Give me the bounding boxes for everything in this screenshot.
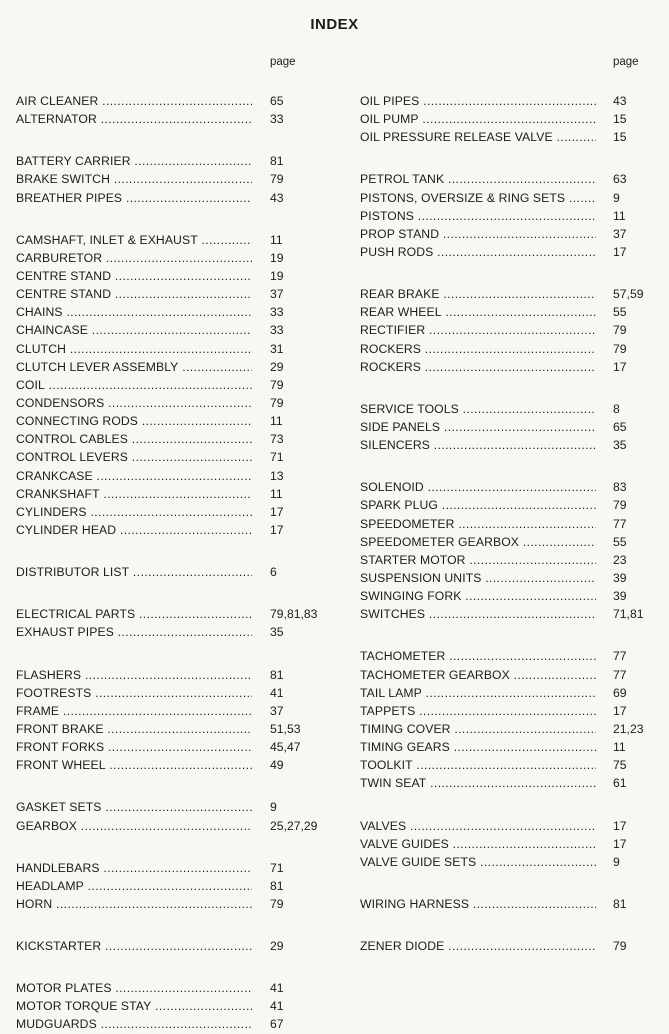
- index-entry: [16, 152, 336, 170]
- index-entry: [360, 225, 660, 243]
- entry-page: 77: [613, 649, 627, 664]
- entry-page: 9: [270, 800, 277, 815]
- entry-name: RECTIFIER .....: [360, 321, 596, 339]
- index-entry: [16, 430, 336, 448]
- entry-page: 31: [270, 341, 284, 356]
- group-gap: [16, 581, 336, 605]
- entry-page: 61: [613, 776, 627, 791]
- group-gap: [360, 376, 660, 400]
- entry-name: WIRING HARNESS .....: [360, 895, 596, 913]
- index-entry: [16, 92, 336, 110]
- entry-page: 43: [270, 190, 284, 205]
- index-list-left: [16, 74, 336, 1034]
- entry-name: FRONT BRAKE .....: [16, 720, 252, 738]
- entry-name: VALVES .....: [360, 817, 596, 835]
- index-entry: [16, 521, 336, 539]
- index-entry: [360, 515, 660, 533]
- entry-page: 8: [613, 401, 620, 416]
- entry-name: TOOLKIT .....: [360, 756, 596, 774]
- index-entry: [16, 720, 336, 738]
- entry-name: OIL PRESSURE RELEASE VALVE .....: [360, 128, 596, 146]
- entry-name: SPEEDOMETER GEARBOX .....: [360, 533, 596, 551]
- group-gap: [360, 913, 660, 937]
- index-entry: [16, 979, 336, 997]
- entry-name: CRANKCASE .....: [16, 467, 252, 485]
- index-entry: [360, 817, 660, 835]
- entry-page: 17: [613, 703, 627, 718]
- entry-name: PISTONS .....: [360, 207, 596, 225]
- index-entry: [16, 563, 336, 581]
- entry-page: 29: [270, 359, 284, 374]
- entry-page: 79: [613, 323, 627, 338]
- entry-name: REAR WHEEL .....: [360, 303, 596, 321]
- entry-name: VALVE GUIDE SETS .....: [360, 853, 596, 871]
- index-entry: [360, 895, 660, 913]
- entry-page: 51,53: [270, 721, 301, 736]
- group-gap: [16, 207, 336, 231]
- entry-page: 15: [613, 112, 627, 127]
- group-gap: [16, 74, 336, 92]
- entry-page: 11: [270, 486, 283, 501]
- index-entry: [360, 569, 660, 587]
- index-entry: [16, 702, 336, 720]
- column-header: [16, 56, 336, 74]
- entry-page: 25,27,29: [270, 818, 318, 833]
- entry-page: 19: [270, 268, 284, 283]
- entry-page: 71: [270, 860, 284, 875]
- entry-name: SIDE PANELS .....: [360, 418, 596, 436]
- entry-page: 41: [270, 999, 284, 1014]
- index-entry: [360, 358, 660, 376]
- group-gap: [360, 146, 660, 170]
- index-entry: [16, 285, 336, 303]
- entry-page: 79: [270, 377, 284, 392]
- index-entry: [360, 587, 660, 605]
- entry-page: 39: [613, 589, 627, 604]
- entry-page: 9: [613, 854, 620, 869]
- entry-name: SUSPENSION UNITS .....: [360, 569, 596, 587]
- entry-name: CHAINCASE .....: [16, 321, 252, 339]
- entry-name: FRAME .....: [16, 702, 252, 720]
- group-gap: [360, 74, 660, 92]
- index-entry: [360, 605, 660, 623]
- index-entry: [16, 738, 336, 756]
- entry-page: 11: [613, 740, 626, 755]
- entry-name: PETROL TANK .....: [360, 170, 596, 188]
- entry-name: CENTRE STAND .....: [16, 267, 252, 285]
- entry-page: 81: [270, 667, 284, 682]
- entry-name: SWITCHES .....: [360, 605, 596, 623]
- index-entry: [360, 720, 660, 738]
- entry-name: ELECTRICAL PARTS .....: [16, 605, 252, 623]
- index-entry: [360, 285, 660, 303]
- group-gap: [360, 871, 660, 895]
- index-entry: [16, 340, 336, 358]
- index-entry: [16, 249, 336, 267]
- index-entry: [360, 684, 660, 702]
- entry-name: GASKET SETS .....: [16, 798, 252, 816]
- entry-page: 33: [270, 112, 284, 127]
- entry-name: CAMSHAFT, INLET & EXHAUST .....: [16, 231, 252, 249]
- index-entry: [16, 321, 336, 339]
- index-entry: [360, 189, 660, 207]
- entry-name: BRAKE SWITCH .....: [16, 170, 252, 188]
- entry-name: COIL .....: [16, 376, 252, 394]
- page-column-label: page: [270, 56, 296, 68]
- index-entry: [16, 997, 336, 1015]
- entry-name: MUDGUARDS .....: [16, 1015, 252, 1033]
- entry-name: PROP STAND .....: [360, 225, 596, 243]
- entry-name: CLUTCH .....: [16, 340, 252, 358]
- entry-page: 21,23: [613, 721, 644, 736]
- entry-name: AIR CLEANER .....: [16, 92, 252, 110]
- index-entry: [16, 303, 336, 321]
- column-header: [360, 56, 660, 74]
- entry-page: 6: [270, 565, 277, 580]
- index-entry: [16, 394, 336, 412]
- entry-page: 9: [613, 190, 620, 205]
- entry-page: 35: [613, 438, 627, 453]
- entry-page: 13: [270, 468, 284, 483]
- entry-name: SILENCERS .....: [360, 436, 596, 454]
- entry-name: DISTRIBUTOR LIST .....: [16, 563, 252, 581]
- index-entry: [360, 738, 660, 756]
- entry-name: CONNECTING RODS .....: [16, 412, 252, 430]
- entry-name: SOLENOID .....: [360, 478, 596, 496]
- entry-name: TIMING GEARS .....: [360, 738, 596, 756]
- entry-page: 71,81: [613, 607, 644, 622]
- entry-page: 17: [613, 359, 627, 374]
- entry-page: 63: [613, 172, 627, 187]
- entry-page: 77: [613, 667, 627, 682]
- index-entry: [16, 684, 336, 702]
- entry-page: 81: [270, 154, 284, 169]
- entry-page: 55: [613, 305, 627, 320]
- entry-name: TAPPETS .....: [360, 702, 596, 720]
- entry-name: FOOTRESTS .....: [16, 684, 252, 702]
- index-entry: [16, 412, 336, 430]
- entry-name: SPARK PLUG .....: [360, 496, 596, 514]
- entry-name: TIMING COVER .....: [360, 720, 596, 738]
- index-entry: [360, 853, 660, 871]
- entry-page: 11: [270, 232, 283, 247]
- index-entry: [16, 877, 336, 895]
- entry-name: ROCKERS .....: [360, 340, 596, 358]
- entry-name: TAIL LAMP .....: [360, 684, 596, 702]
- index-entry: [16, 485, 336, 503]
- index-entry: [16, 189, 336, 207]
- page-column-label: page: [613, 56, 639, 68]
- index-entry: [360, 666, 660, 684]
- index-entry: [16, 110, 336, 128]
- entry-name: GEARBOX .....: [16, 817, 252, 835]
- group-gap: [360, 623, 660, 647]
- index-entry: [16, 859, 336, 877]
- index-entry: [16, 467, 336, 485]
- entry-name: CONTROL CABLES .....: [16, 430, 252, 448]
- entry-name: CLUTCH LEVER ASSEMBLY .....: [16, 358, 252, 376]
- index-entry: [360, 702, 660, 720]
- group-gap: [16, 774, 336, 798]
- entry-name: SERVICE TOOLS .....: [360, 400, 596, 418]
- entry-name: CYLINDERS .....: [16, 503, 252, 521]
- entry-page: 33: [270, 323, 284, 338]
- entry-page: 33: [270, 305, 284, 320]
- index-entry: [16, 358, 336, 376]
- group-gap: [16, 913, 336, 937]
- entry-name: FRONT FORKS .....: [16, 738, 252, 756]
- entry-page: 79: [270, 172, 284, 187]
- entry-page: 17: [270, 504, 284, 519]
- entry-name: PUSH RODS .....: [360, 243, 596, 261]
- entry-page: 19: [270, 250, 284, 265]
- entry-page: 79,81,83: [270, 607, 318, 622]
- entry-page: 39: [613, 570, 627, 585]
- entry-name: CENTRE STAND .....: [16, 285, 252, 303]
- group-gap: [16, 955, 336, 979]
- index-entry: [360, 478, 660, 496]
- index-entry: [360, 551, 660, 569]
- index-entry: [360, 321, 660, 339]
- entry-name: OIL PIPES .....: [360, 92, 596, 110]
- entry-page: 49: [270, 758, 284, 773]
- group-gap: [16, 835, 336, 859]
- index-entry: [16, 267, 336, 285]
- index-entry: [16, 666, 336, 684]
- group-gap: [16, 642, 336, 666]
- index-entry: [360, 774, 660, 792]
- entry-page: 69: [613, 685, 627, 700]
- index-entry: [360, 937, 660, 955]
- entry-name: REAR BRAKE .....: [360, 285, 596, 303]
- index-entry: [16, 623, 336, 641]
- index-column-left: [16, 56, 336, 1034]
- entry-name: ALTERNATOR .....: [16, 110, 252, 128]
- entry-page: 17: [613, 836, 627, 851]
- entry-name: SWINGING FORK .....: [360, 587, 596, 605]
- index-entry: [360, 128, 660, 146]
- index-entry: [360, 756, 660, 774]
- index-entry: [360, 436, 660, 454]
- entry-page: 41: [270, 685, 284, 700]
- entry-page: 81: [613, 896, 627, 911]
- group-gap: [16, 128, 336, 152]
- entry-page: 75: [613, 758, 627, 773]
- entry-name: BATTERY CARRIER .....: [16, 152, 252, 170]
- index-entry: [360, 303, 660, 321]
- entry-name: STARTER MOTOR .....: [360, 551, 596, 569]
- entry-page: 17: [613, 818, 627, 833]
- index-list-right: [360, 74, 660, 955]
- entry-name: HANDLEBARS .....: [16, 859, 252, 877]
- entry-name: KICKSTARTER .....: [16, 937, 252, 955]
- entry-page: 73: [270, 432, 284, 447]
- entry-page: 17: [613, 244, 627, 259]
- entry-name: FRONT WHEEL .....: [16, 756, 252, 774]
- group-gap: [360, 261, 660, 285]
- index-entry: [16, 937, 336, 955]
- entry-name: OIL PUMP .....: [360, 110, 596, 128]
- entry-page: 65: [613, 419, 627, 434]
- index-entry: [16, 798, 336, 816]
- entry-name: CONDENSORS .....: [16, 394, 252, 412]
- entry-page: 65: [270, 94, 284, 108]
- index-entry: [16, 231, 336, 249]
- entry-page: 11: [270, 414, 283, 429]
- entry-page: 55: [613, 534, 627, 549]
- entry-name: CRANKSHAFT .....: [16, 485, 252, 503]
- index-entry: [360, 496, 660, 514]
- entry-name: ZENER DIODE .....: [360, 937, 596, 955]
- entry-page: 37: [270, 287, 284, 302]
- index-entry: [360, 110, 660, 128]
- entry-page: 81: [270, 878, 284, 893]
- entry-name: TACHOMETER GEARBOX .....: [360, 666, 596, 684]
- entry-page: 45,47: [270, 740, 301, 755]
- index-entry: [16, 756, 336, 774]
- index-entry: [360, 92, 660, 110]
- entry-page: 23: [613, 552, 627, 567]
- entry-name: HEADLAMP .....: [16, 877, 252, 895]
- entry-name: CARBURETOR .....: [16, 249, 252, 267]
- entry-page: 37: [270, 703, 284, 718]
- entry-name: PISTONS, OVERSIZE & RING SETS .....: [360, 189, 596, 207]
- entry-name: CYLINDER HEAD .....: [16, 521, 252, 539]
- index-column-right: [360, 56, 660, 955]
- entry-page: 43: [613, 94, 627, 108]
- entry-page: 17: [270, 522, 284, 537]
- entry-name: TWIN SEAT .....: [360, 774, 596, 792]
- entry-page: 29: [270, 939, 284, 954]
- entry-page: 79: [613, 939, 627, 954]
- index-entry: [360, 418, 660, 436]
- entry-page: 71: [270, 450, 284, 465]
- group-gap: [360, 793, 660, 817]
- index-entry: [16, 605, 336, 623]
- group-gap: [360, 454, 660, 478]
- entry-page: 79: [270, 395, 284, 410]
- group-gap: [16, 539, 336, 563]
- entry-page: 67: [270, 1017, 284, 1032]
- index-entry: [16, 448, 336, 466]
- index-entry: [16, 376, 336, 394]
- entry-name: ROCKERS .....: [360, 358, 596, 376]
- entry-name: TACHOMETER .....: [360, 647, 596, 665]
- entry-page: 83: [613, 480, 627, 495]
- entry-page: 35: [270, 625, 284, 640]
- entry-page: 79: [270, 896, 284, 911]
- entry-name: VALVE GUIDES .....: [360, 835, 596, 853]
- entry-name: FLASHERS .....: [16, 666, 252, 684]
- index-entry: [360, 400, 660, 418]
- entry-name: BREATHER PIPES .....: [16, 189, 252, 207]
- entry-page: 41: [270, 981, 284, 996]
- index-entry: [16, 170, 336, 188]
- index-entry: [360, 340, 660, 358]
- entry-name: CONTROL LEVERS .....: [16, 448, 252, 466]
- index-entry: [360, 243, 660, 261]
- entry-page: 57,59: [613, 287, 644, 302]
- index-entry: [16, 503, 336, 521]
- index-entry: [360, 647, 660, 665]
- entry-name: MOTOR PLATES .....: [16, 979, 252, 997]
- entry-name: EXHAUST PIPES .....: [16, 623, 252, 641]
- entry-page: 11: [613, 208, 626, 223]
- index-entry: [16, 895, 336, 913]
- entry-page: 37: [613, 226, 627, 241]
- index-entry: [360, 207, 660, 225]
- entry-page: 79: [613, 341, 627, 356]
- index-entry: [16, 817, 336, 835]
- index-entry: [360, 170, 660, 188]
- index-entry: [16, 1015, 336, 1033]
- entry-name: SPEEDOMETER .....: [360, 515, 596, 533]
- entry-name: HORN .....: [16, 895, 252, 913]
- entry-name: CHAINS .....: [16, 303, 252, 321]
- entry-page: 77: [613, 516, 627, 531]
- entry-page: 15: [613, 130, 627, 145]
- page-title: INDEX: [310, 16, 359, 33]
- index-entry: [360, 835, 660, 853]
- entry-name: MOTOR TORQUE STAY .....: [16, 997, 252, 1015]
- index-entry: [360, 533, 660, 551]
- entry-page: 79: [613, 498, 627, 513]
